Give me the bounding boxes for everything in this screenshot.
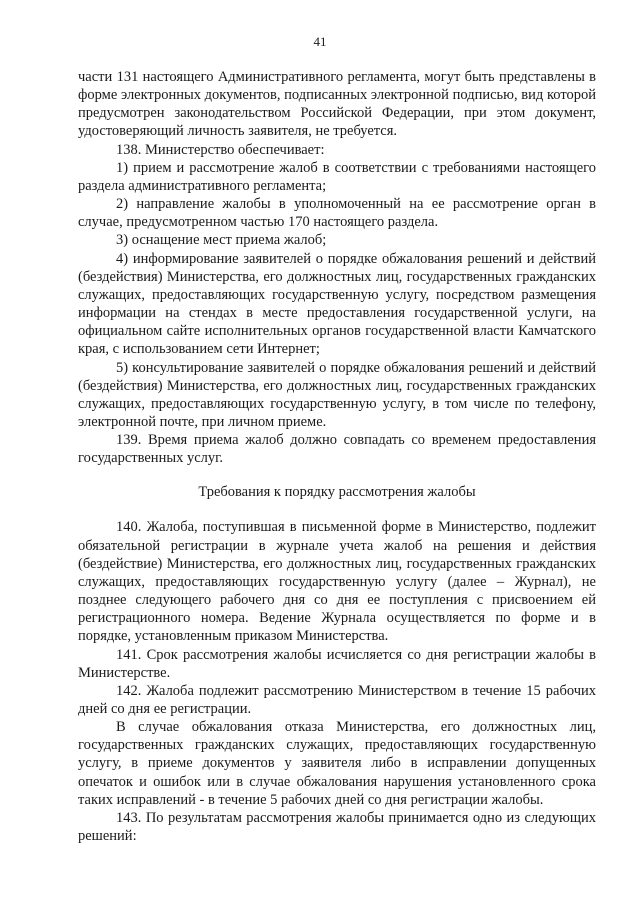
paragraph-140: 140. Жалоба, поступившая в письменной форме в Министерство, подлежит обязательной регистрации в журнале учета жалоб на решения и действия (бездействие) Министерства, его должностных лиц, государственных гражданских служащих, предоставляющих государственную услугу (далее – Журнал), не позднее следующего рабочего дня со дня ее поступления с присвоением ей регистрационного номера. Ведение Журнала осуществляется по форме и в порядке, установленным приказом Министерства. [78,519,596,645]
paragraph-138-item-3: 3) оснащение мест приема жалоб; [116,232,327,249]
paragraph-138-item-4: 4) информирование заявителей о порядке обжалования решений и действий (бездействия) Министерства, его должностных лиц, государственных гражданских служащих, предоставляющих государственную услугу, посредством размещения информации на стендах в месте предоставления государственной услуги, на официальном сайте исполнительных органов государственной власти Камчатского края, с использованием сети Интернет; [78,250,596,358]
page-number: 41 [313,34,327,49]
paragraph-142: 142. Жалоба подлежит рассмотрению Министерством в течение 15 рабочих дней со дня ее регистрации. [78,682,596,717]
document-body [78,68,596,845]
paragraph-139: 139. Время приема жалоб должно совпадать со временем предоставления государственных услуг. [78,432,596,467]
paragraph-138: 138. Министерство обеспечивает: [116,141,325,158]
paragraph-138-item-5: 5) консультирование заявителей о порядке обжалования решений и действий (бездействия) Министерства, его должностных лиц, государственных гражданских служащих, предоставляющих государственную услугу, в том числе по телефону, электронной почте, при личном приеме. [78,359,596,430]
paragraph-138-item-1: 1) прием и рассмотрение жалоб в соответствии с требованиями настоящего раздела административного регламента; [78,159,596,194]
paragraph-143: 143. По результатам рассмотрения жалобы принимается одно из следующих решений: [78,809,596,845]
section-heading: Требования к порядку рассмотрения жалобы [198,484,476,501]
paragraph-continuation: части 131 настоящего Административного регламента, могут быть представлены в форме электронных документов, подписанных электронной подписью, вид которой предусмотрен законодательством Российской Федерации, при этом документ, удостоверяющий личность заявителя, не требуется. [78,69,596,140]
paragraph-142-exception: В случае обжалования отказа Министерства, его должностных лиц, государственных гражданских служащих, предоставляющих государственную услугу, в приеме документов у заявителя либо в исправлении допущенных опечаток и ошибок или в случае обжалования нарушения установленного срока таких исправлений - в течение 5 рабочих дней со дня регистрации жалобы. [78,719,596,808]
paragraph-141: 141. Срок рассмотрения жалобы исчисляется со дня регистрации жалобы в Министерстве. [78,646,596,681]
paragraph-138-item-2: 2) направление жалобы в уполномоченный на ее рассмотрение орган в случае, предусмотренном частью 170 настоящего раздела. [78,196,596,231]
